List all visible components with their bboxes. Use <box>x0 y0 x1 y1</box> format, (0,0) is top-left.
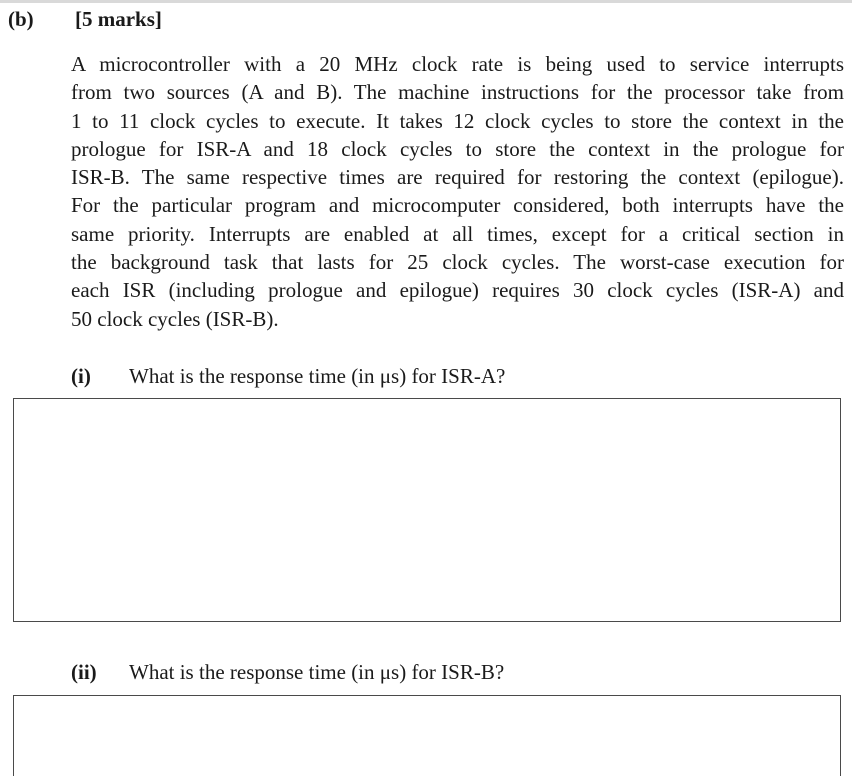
part-marks: [5 marks] <box>75 7 162 31</box>
body-line: 1 to 11 clock cycles to execute. It takes 12 clock cycles to store the context in the <box>71 108 844 133</box>
body-line: For the particular program and microcomputer considered, both interrupts have the <box>71 193 844 218</box>
body-line: same priority. Interrupts are enabled at all times, except for a critical section in <box>71 221 844 246</box>
sub-question-ii <box>71 659 505 685</box>
answer-box-ii[interactable] <box>13 695 841 776</box>
sub-question-i <box>71 363 506 389</box>
top-rule <box>0 0 852 3</box>
answer-box-i[interactable] <box>13 398 841 622</box>
body-line: prologue for ISR-A and 18 clock cycles to store the context in the prologue for <box>71 136 844 161</box>
sub-question-number: (i) <box>71 364 91 388</box>
question-body <box>71 50 844 333</box>
body-line: ISR-B. The same respective times are required for restoring the context (epilogue). <box>71 165 844 190</box>
body-line: each ISR (including prologue and epilogue) requires 30 clock cycles (ISR-A) and <box>71 278 844 303</box>
body-line: from two sources (A and B). The machine instructions for the processor take from <box>71 80 844 105</box>
body-line: A microcontroller with a 20 MHz clock rate is being used to service interrupts <box>71 52 844 76</box>
body-line: the background task that lasts for 25 clock cycles. The worst-case execution for <box>71 250 844 275</box>
part-label: (b) <box>8 7 34 31</box>
sub-question-number: (ii) <box>71 660 97 684</box>
body-line: 50 clock cycles (ISR-B). <box>71 306 279 331</box>
sub-question-text: What is the response time (in μs) for ISR-B? <box>129 660 505 684</box>
sub-question-text: What is the response time (in μs) for ISR-A? <box>129 364 506 388</box>
